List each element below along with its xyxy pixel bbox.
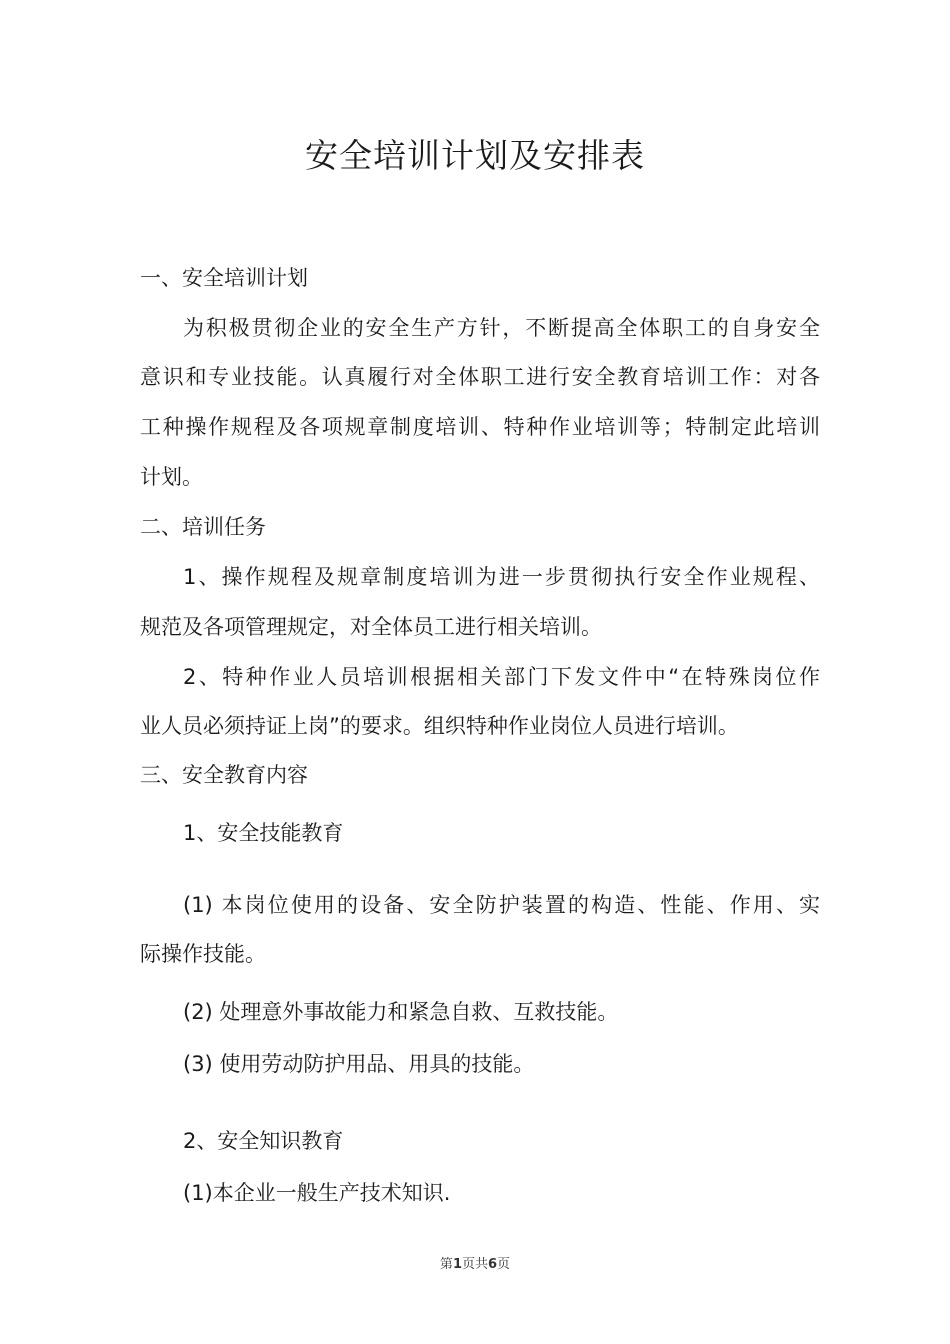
subsection-heading-knowledge: 2、安全知识教育 [183,1129,344,1153]
footer-page-number: 1 [452,1257,462,1272]
footer-prefix: 第 [439,1257,453,1272]
section-heading-training-plan: 一、安全培训计划 [140,266,308,290]
list-item: (2) 处理意外事故能力和紧急自救、互救技能。 [183,1000,619,1024]
paragraph-line: 为积极贯彻企业的安全生产方针，不断提高全体职工的自身安全 [183,316,820,340]
section-heading-safety-education: 三、安全教育内容 [140,763,308,787]
paragraph-line: 1、操作规程及规章制度培训为进一步贯彻执行安全作业规程、 [183,565,820,589]
paragraph-line: 2、特种作业人员培训根据相关部门下发文件中“在特殊岗位作 [183,665,820,689]
paragraph-line: (1) 本岗位使用的设备、安全防护装置的构造、性能、作用、实 [183,893,820,917]
paragraph-line: 规范及各项管理规定，对全体员工进行相关培训。 [140,615,602,639]
paragraph-line: 业人员必须持证上岗”的要求。组织特种作业岗位人员进行培训。 [140,714,739,738]
paragraph-line: 际操作技能。 [140,942,266,966]
document-title: 安全培训计划及安排表 [305,136,645,175]
list-item: (1)本企业一般生产技术知识. [183,1181,451,1205]
section-heading-training-tasks: 二、培训任务 [140,515,266,539]
paragraph-line: 计划。 [140,465,203,489]
paragraph-line: 意识和专业技能。认真履行对全体职工进行安全教育培训工作：对各 [140,365,820,389]
footer-suffix: 页 [497,1257,511,1272]
page-footer [0,1255,950,1275]
footer-middle: 页共 [461,1257,488,1272]
footer-total-pages: 6 [488,1257,498,1272]
list-item: (3) 使用劳动防护用品、用具的技能。 [183,1052,535,1076]
paragraph-line: 工种操作规程及各项规章制度培训、特种作业培训等；特制定此培训 [140,415,820,439]
subsection-heading-skills: 1、安全技能教育 [183,821,344,845]
